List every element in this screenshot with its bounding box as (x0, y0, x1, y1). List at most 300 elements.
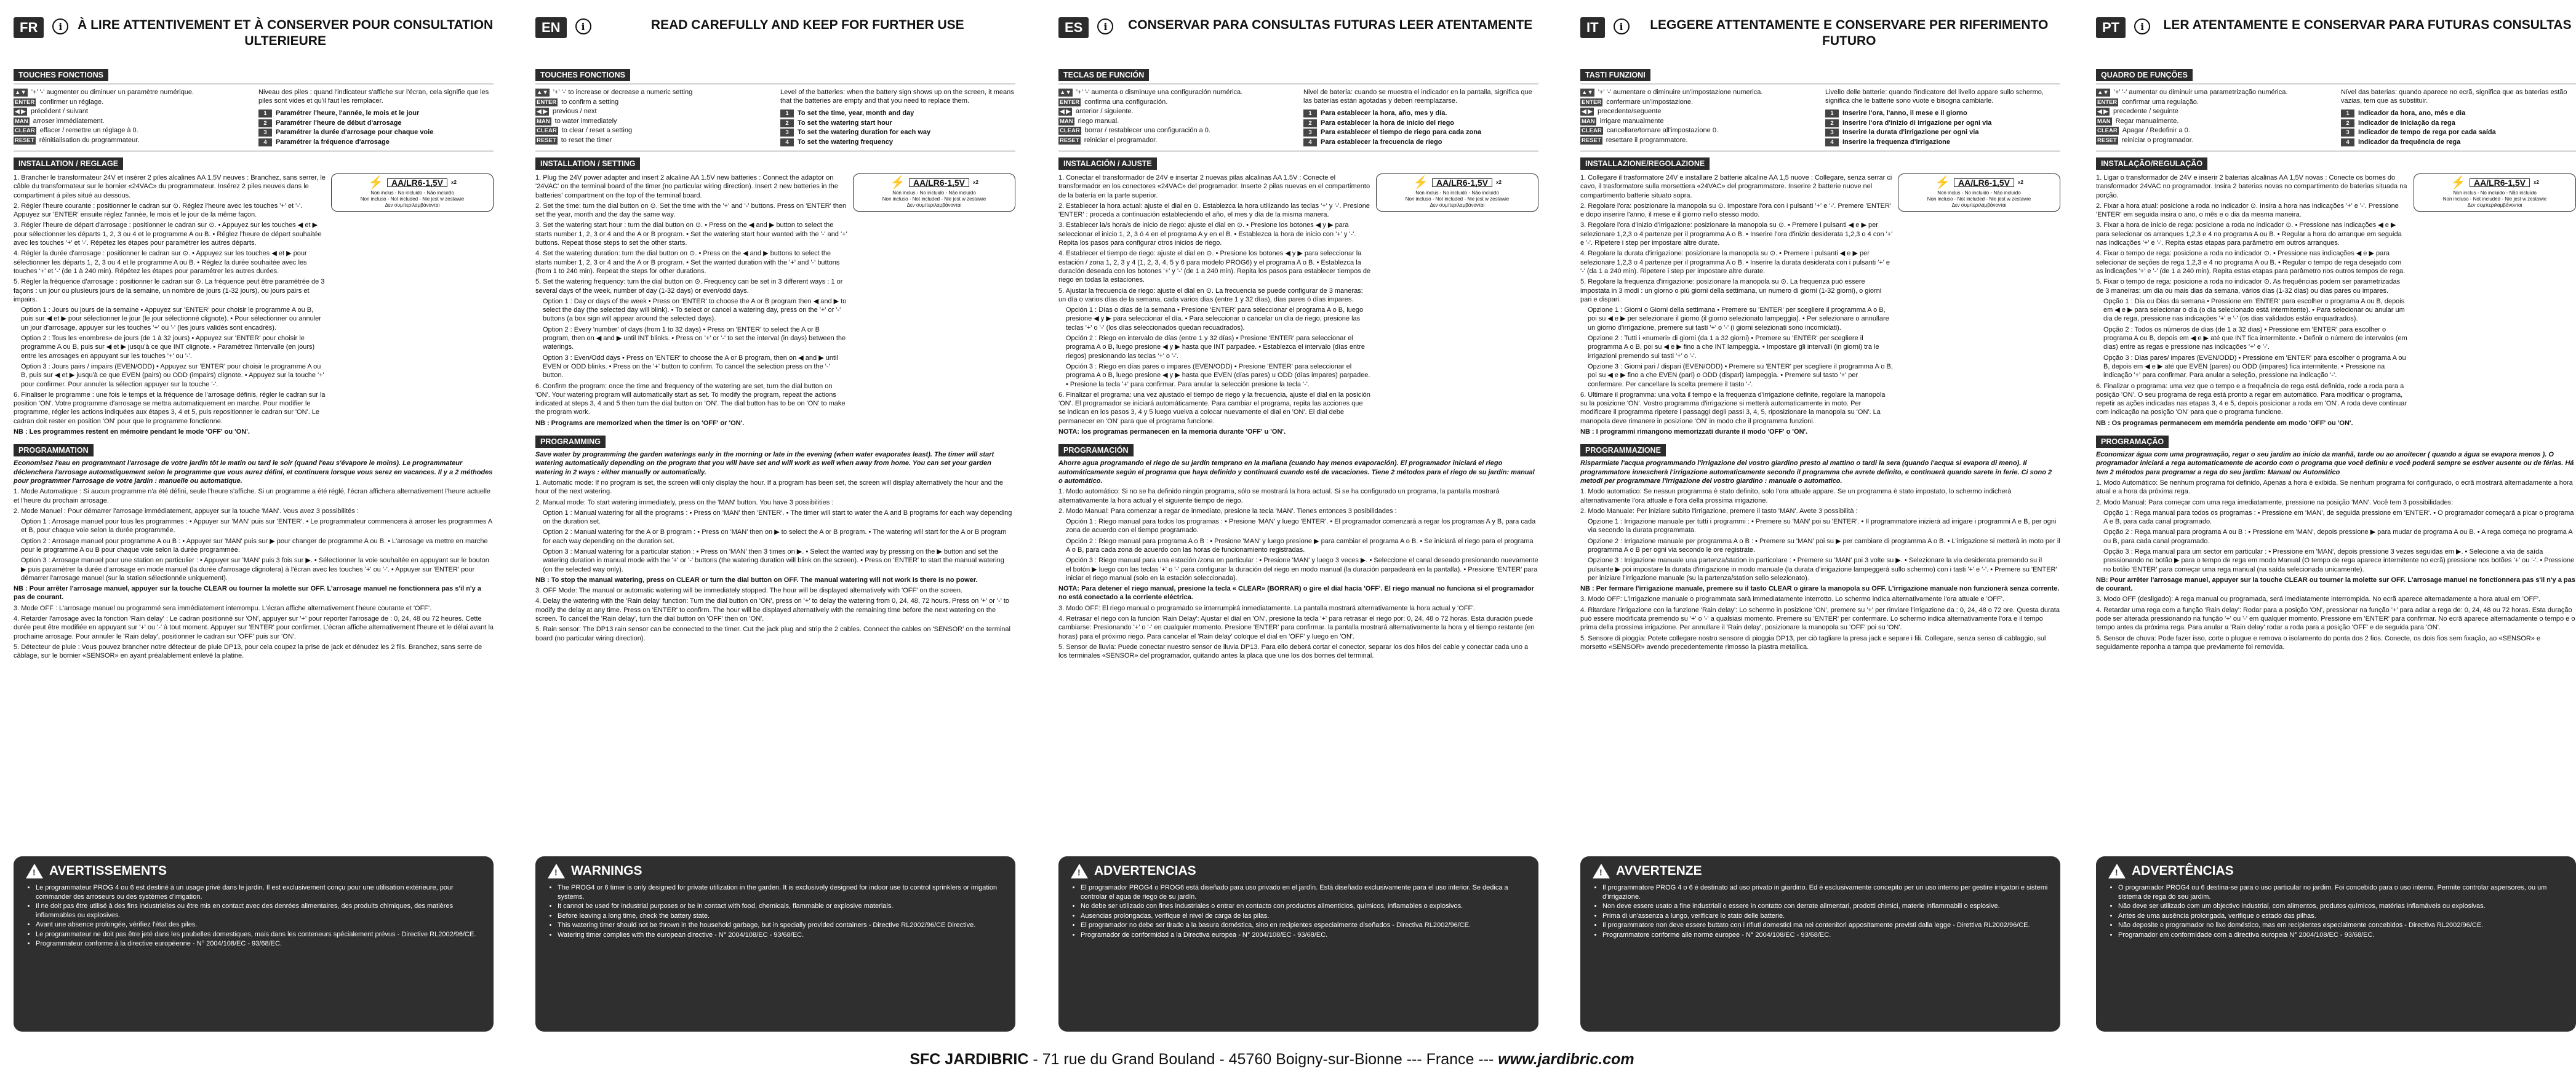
key-item (1058, 107, 1294, 117)
settings-list (780, 88, 1015, 147)
key-item (535, 136, 770, 146)
mode-paragraph: NB : Pour arrêter l'arrosage manuel, appuyer sur la touche CLEAR ou tourner la molette sur OFF. L'arrosage manuel ne fonctionnera pas s'il n'y a pas de courant. (14, 585, 481, 602)
mode-paragraph: Option 2 : Arrosage manuel pour programme A ou B : • Appuyer sur 'MAN' puis sur ▶ pour changer de programme A ou B. • L'arrosage va mettre en marche pour le programme A ou B pour chaque voie selon la durée programmée. (21, 537, 488, 554)
battery-box (1898, 173, 2060, 212)
install-step: Option 3 : Even/Odd days • Press on 'ENTER' to choose the A or B program, then on ◀ and ▶ until EVEN or ODD blinks. • Press on the '+' button to confirm. To cancel the selection press on the '-' button. (543, 354, 838, 380)
mode-paragraph: 4. Ritardare l'irrigazione con la funzione 'Rain delay': Lo schermo in posizione 'ON', premere su '+' per rinviare l'irrigazione da : 0, 24, 48 o 72 ore. Questa durata può essere modificata premendo su '+' o '-' a qualsiasi momento. Premere su 'ENTER' per confermare. Lo schermo indica alternativamente l'ora e il tempo prima della prossima irrigazione. Per annullare il 'Rain delay', posizionare la manopola su 'OFF' poi su 'ON'. (1580, 606, 2060, 632)
dial-number-badge: 4 (2341, 138, 2354, 146)
mode-paragraph: 4. Retrasar el riego con la función 'Rain Delay': Ajustar el dial en 'ON', presione la tecla '+' para retrasar el riego por: 0, 24, 48 o 72 horas. Esta duración puede cambiarse: Presionando '+' o '-' en cualquier momento. Presione 'ENTER' para confirmar. la pantalla mostrará alternativamente la hora y el tiempo restante (en horas) para el próximo riego. Para cancelar el 'Rain delay' coloque el dial en 'OFF' y luego en 'ON'. (1058, 615, 1535, 640)
warning-item: • Non deve essere usato a fine industriali o essere in contatto con derrate alimentari, prodotti chimici, materie infiammabili o esplosive. (1602, 902, 2048, 911)
mode-paragraph: NB : To stop the manual watering, press on CLEAR or turn the dial button on OFF. The manual watering will not work is there is no power. (535, 576, 978, 584)
battery-icon (1432, 178, 1492, 187)
install-step: 6. Confirm the program: once the time and frequency of the watering are set, turn the dial button on 'ON'. Your watering program will automatically start as set. To modify the program, repeat the actions indicated at steps 3, 4 and 5 then turn the dial button on 'ON'. The dial button has to be on 'ON' to make the program work. (535, 382, 846, 416)
install-header: INSTALACIÓN / AJUSTE (1058, 157, 1157, 170)
dial-position-item (1303, 109, 1538, 119)
install-steps (14, 173, 326, 438)
dial-position-label: To set the time, year, month and day (798, 109, 914, 117)
install-step: 1. Ligar o transformador de 24V e inserir 2 baterias alcalinas AA 1,5V novas : Conecte os bornes do transformador 24VAC no programador. Insira 2 baterias novas no compartimento de baterias situada na porção. (2096, 174, 2407, 199)
key-label: ▲▼ (537, 89, 548, 97)
warnings-title: AVERTISSEMENTS (49, 864, 167, 878)
key-description: anterior / siguiente. (1076, 108, 1134, 115)
key-item (2096, 136, 2331, 146)
mode-paragraph: 2. Mode Manuel : Pour démarrer l'arrosage immédiatement, appuyer sur la touche 'MAN'. Vous avez 3 possibilités : (14, 507, 359, 515)
warning-item: • Programmateur conforme à la directive européenne - N° 2004/108/EC - 93/68/EC. (36, 939, 481, 949)
key-description: to reset the timer (561, 136, 612, 144)
mode-paragraph: 2. Modo Manual: Para começar com uma rega imediatamente, pressione na posição 'MAN'. Você tem 3 possibilidades: (2096, 498, 2454, 506)
battery-note-2: Non incluso - Not included - Nie jest w zestawie (1405, 196, 1510, 202)
install-step: Opzione 3 : Giorni pari / dispari (EVEN/ODD) • Premere su 'ENTER' per scegliere il programma A o B, poi su ◀ e ▶ fino a che EVEN (pari) o ODD (dispari) lampeggia. • Premere sul tasto '+' per confermare. Per cancellare la scelta premere il tasto '-'. (1588, 362, 1893, 388)
lightning-icon: ⚡ (1935, 176, 1950, 189)
key-label: RESET (15, 137, 34, 144)
keys-header: TECLAS DE FUNCIÓN (1058, 69, 1149, 81)
key-label: ENTER (537, 98, 557, 106)
key-item (1058, 136, 1294, 146)
dial-positions (1825, 109, 2060, 147)
warnings-title: ADVERTÊNCIAS (2132, 864, 2234, 878)
key-label: MAN (537, 117, 550, 125)
dial-number-badge: 3 (1825, 129, 1839, 137)
mode-paragraph: 3. OFF Mode: The manual or automatic watering will be immediately stopped. The hour will be displayed alternatively with 'OFF' on the screen. (535, 587, 963, 595)
lightning-icon: ⚡ (2450, 176, 2466, 189)
key-description: '+' '-' to increase or decrease a numeric setting (553, 89, 693, 96)
warning-item: • Watering timer complies with the european directive - N° 2004/108/EC - 93/68/EC. (558, 931, 1003, 940)
column-header (1058, 17, 1538, 65)
function-keys (535, 84, 1015, 151)
key-item (2096, 98, 2331, 108)
battery-level-note: Nível das baterias: quando aparece no ecrã, significa que as baterias estão vazias, tem que as substituir. (2341, 89, 2567, 105)
install-step: Option 1 : Day or days of the week • Press on 'ENTER' to choose the A or B program then ◀ and ▶ to select the day (the selected day will blink). • To select or cancel a watering day, press on the '+' or '-' buttons (a box sign will appear around the selected days). (543, 297, 847, 323)
warnings-title: WARNINGS (571, 864, 642, 878)
dial-number-badge: 4 (780, 138, 794, 146)
dial-position-item (258, 109, 494, 119)
battery-note-3: Δεν συμπεριλαμβάνονται (2467, 202, 2522, 208)
warning-item: • It cannot be used for industrial purposes or be in contact with food, chemicals, flammable or explosive materials. (558, 902, 1003, 911)
key-item (1580, 98, 1815, 108)
dial-position-label: Indicador da frequência de rega (2358, 138, 2461, 146)
dial-position-label: Paramétrer l'heure, l'année, le mois et le jour (276, 109, 420, 117)
dial-position-item (1825, 138, 2060, 148)
settings-list (2341, 88, 2576, 147)
prog-intro: Ahorre agua programando el riego de su jardín temprano en la mañana (cuando hay menos evaporación). El programador iniciará el riego automáticamente según el programa que haya definido y continuará cuando esté de vacaciones. Tiene 2 métodos para el riego de su jardín: manual o automático. (1058, 460, 1535, 485)
dial-number-badge: 2 (1825, 119, 1839, 127)
install-step: 4. Establecer el tiempo de riego: ajuste el dial en ⊙. • Presione los botones ◀ y ▶ para seleccionar la estación / zona 1, 2, 3 y 4 (1, 2, 3, 4, 5 y 6 para modelo PROG6) y el programa A o B. • Establezca la duración deseada con los botones '+' y '-' (de 1 a 240 min). Repita los pasos para establecer tiempos de riego en todas la estaciones. (1058, 250, 1371, 284)
battery-level-note: Livello delle batterie: quando l'indicatore del livello appare sullo schermo, significa che le batterie sono vuote e bisogna cambiarle. (1825, 89, 2044, 105)
prog-intro: Save water by programming the garden waterings early in the morning or late in the evening (when water evaporates least). The timer will start watering automatically depending on the program that you will have set and will work as well when away from home. You can set your garden watering in 2 ways : either manually or automatically. (535, 451, 994, 476)
dial-number-badge: 2 (2341, 119, 2354, 127)
dial-position-label: To set the watering duration for each way (798, 129, 931, 136)
battery-box (2414, 173, 2576, 212)
key-label: ENTER (2097, 98, 2118, 106)
mode-paragraph: Opção 2 : Rega manual para programa A ou B : • Pressione em 'MAN', depois pressione ▶ para mudar de programa A ou B. • A rega começa no programa A ou B, para cada canal programado. (2103, 528, 2573, 545)
install-step: Option 3 : Jours pairs / impairs (EVEN/ODD) • Appuyez sur 'ENTER' pour choisir le programme A ou B, puis sur ◀ et ▶ jusqu'à ce que EVEN (pairs) ou ODD (impairs) clignote. • Appuyez sur la touche '+' pour confirmer. Pour annuler la sélection appuyer sur la touche '-'. (21, 362, 324, 388)
dial-position-item (2341, 128, 2576, 138)
column-title: LER ATENTAMENTE E CONSERVAR PARA FUTURAS CONSULTAS (2163, 18, 2572, 32)
battery-multiplier: x2 (2018, 180, 2023, 185)
dial-positions (780, 109, 1015, 147)
function-keys (2096, 84, 2576, 151)
warning-item: • Antes de uma ausência prolongada, verifique o estado das pilhas. (2118, 912, 2564, 921)
key-item (1058, 98, 1294, 108)
warning-icon: ! (2108, 864, 2126, 878)
dial-position-label: Inserire la frequenza d'irrigazione (1842, 138, 1951, 146)
dial-number-badge: 3 (258, 129, 272, 137)
dial-position-label: Inserire la durata d'irrigazione per ogni via (1842, 129, 1979, 136)
install-step: NB : Les programmes restent en mémoire pendant le mode 'OFF' ou 'ON'. (14, 428, 250, 436)
footer-url: www.jardibric.com (1498, 1051, 1634, 1068)
info-icon: i (52, 18, 68, 34)
dial-position-item (1303, 119, 1538, 129)
install-step: Option 1 : Jours ou jours de la semaine • Appuyez sur 'ENTER' pour choisir le programme A ou B, puis sur ◀ et ▶ pour sélectionner le jour (le jour sélectionné clignote). • Pour sélectionner ou annuler un jour d'arrosage, appuyer sur les touches '+' ou '-' (les jours validés sont encadrés). (21, 306, 321, 332)
key-label: ◀ ▶ (1580, 108, 1594, 116)
install-step: Opção 2 : Todos os números de dias (de 1 a 32 dias) • Pressione em 'ENTER' para escolher o programa A ou B, depois em ◀ e ▶ até que INT fica intermitente. • Definir o número de intervalos (em dias) entre as regas e pressione nas indicações '+' e '-'. (2103, 325, 2407, 351)
battery-multiplier: x2 (2534, 180, 2539, 185)
key-description: previous / next (553, 108, 597, 115)
install-section (14, 173, 494, 438)
mode-paragraph: 1. Automatic mode: If no program is set, the screen will only display the hour. If a program has been set, the screen will display alternatively the hour and the hour of the next watering. (535, 479, 1004, 496)
battery-note-2: Non incluso - Not included - Nie jest w zestawie (1927, 196, 2031, 202)
battery-note-3: Δεν συμπεριλαμβάνονται (1951, 202, 2007, 208)
key-item (535, 88, 770, 98)
install-step: 5. Fixar o tempo de rega: posicione a roda no indicador ⊙. As frequências podem ser parametrizadas de 3 maneiras: um dia ou mais dias da semana, vários dias (1-32 dias) ou dias pares ou impares. (2096, 278, 2401, 295)
prog-intro: Economizar água com uma programação, regar o seu jardim ao início da manhã, tarde ou ao anoitecer ( quando a água se evapora menos ). O programador iniciará a rega automaticamente de acordo com o programa que você definiu e você poderá sempre se estiver ausente ou de férias. Há tem 2 métodos para programar a rega do seu jardim: Manual ou Automático (2096, 451, 2574, 476)
install-step: NOTA: los programas permanecen en la memoria durante 'OFF' u 'ON'. (1058, 428, 1286, 436)
warning-item: • Before leaving a long time, check the battery state. (558, 912, 1003, 921)
battery-note-3: Δεν συμπεριλαμβάνονται (385, 202, 440, 208)
warnings-list (26, 883, 481, 949)
key-label: CLEAR (15, 127, 35, 135)
warning-item: • This watering timer should not be thrown in the household garbage, but in specially provided containers - Directive RL2002/96/CE Directive. (558, 921, 1003, 930)
battery-note-1: Non inclus - No incluido - Não incluído (1937, 190, 2021, 196)
key-item (14, 117, 249, 127)
language-badge: FR (14, 17, 44, 38)
install-section (535, 173, 1015, 429)
dial-position-item (1825, 128, 2060, 138)
dial-number-badge: 1 (258, 109, 272, 117)
key-label: ▲▼ (15, 89, 26, 97)
warnings-list (1071, 883, 1526, 939)
dial-positions (1303, 109, 1538, 147)
battery-cell-label: AA/LR6-1,5V (1958, 178, 2010, 188)
warnings-box (14, 856, 494, 1032)
warnings-list (2108, 883, 2564, 939)
dial-position-label: Indicador de tempo de rega por cada saída (2358, 129, 2496, 136)
dial-number-badge: 1 (1303, 109, 1317, 117)
install-step: 3. Régler l'heure de départ d'arrosage : positionner le cadran sur ⊙. • Appuyez sur les touches ◀ et ▶ pour sélectionner les départs 1, 2, 3 ou 4 et le programme A ou B. • Réglez l'heure de départ souhaitée avec les touches '+' et '-'. Répétez les étapes pour paramétrer les autres départs. (14, 221, 322, 247)
mode-paragraph: 2. Modo Manual: Para comenzar a regar de inmediato, presione la tecla 'MAN'. Tienes entonces 3 posibilidades : (1058, 507, 1397, 515)
key-label: ENTER (1060, 98, 1080, 106)
key-label: ENTER (15, 98, 35, 106)
dial-positions (2341, 109, 2576, 147)
battery-note-2: Non incluso - Not included - Nie jest w zestawie (2442, 196, 2547, 202)
install-step: 3. Establecer la/s hora/s de inicio de riego: ajuste el dial en ⊙. • Presione los botones ◀ y ▶ para seleccionar el inicio 1, 2, 3 ó 4 en el programa A y en el B. • Establezca la hora de inicio con '+' y '-'. Repita los pasos para configurar otros inicios de riego. (1058, 221, 1356, 247)
mode-paragraph: 3. Modo OFF: L'irrigazione manuale o programmata sarà immediatamente interrotto. Lo schermo indica alternativamente l'ora attuale e 'OFF'. (1580, 595, 2004, 603)
install-step: Opción 3 : Riego en días pares o impares (EVEN/ODD) • Presione 'ENTER' para seleccionar el programa A o B, luego presione ◀ y ▶ hasta que EVEN (días pares) u ODD (días impares) parpadee. • Presione la tecla '+' para confirmar. Para anular la selección presione la tecla '-'. (1066, 362, 1370, 388)
key-item (14, 107, 249, 117)
settings-list (258, 88, 494, 147)
language-badge: ES (1058, 17, 1089, 38)
install-section (2096, 173, 2576, 429)
mode-paragraph: Option 1 : Arrosage manuel pour tous les programmes : • Appuyer sur 'MAN' puis sur 'ENTER'. • Le programmateur commencera à arroser les programmes A et B, pour chaque voie selon la durée programmée. (21, 518, 492, 535)
install-step: 2. Fixar a hora atual: posicione a roda no indicador ⊙. Insira a hora nas indicações '+' e '-'. Pressione 'ENTER' em seguida insira o ano, o mês e o dia da mesma maneira. (2096, 202, 2399, 219)
key-label: RESET (537, 137, 556, 144)
mode-paragraph: 5. Rain sensor: The DP13 rain sensor can be connected to the timer. Cut the jack plug and strip the 2 cables. Connect the cables on 'SENSOR' on the terminal board (no particular wiring direction). (535, 626, 1010, 642)
warning-item: • Não deve ser utilizado com um objectivo industrial, com alimentos, produtos químicos, matérias inflamáveis ou explosivas. (2118, 902, 2564, 911)
column-title: LEGGERE ATTENTAMENTE E CONSERVARE PER RIFERIMENTO FUTURO (1650, 18, 2049, 48)
modes-list (1058, 487, 1538, 660)
mode-paragraph: 1. Mode Automatique : Si aucun programme n'a été défini, seule l'heure s'affiche. Si un programme a été réglé, l'écran affichera alternativement l'heure actuelle et l'heure du prochain arrosage. (14, 488, 491, 504)
key-description: effacer / remettre un réglage à 0. (39, 127, 138, 134)
key-label: MAN (2097, 117, 2111, 125)
modes-list (1580, 487, 2060, 651)
lightning-icon: ⚡ (1413, 176, 1428, 189)
key-label: CLEAR (2097, 127, 2118, 135)
warning-item: • Il programmatore non deve essere buttato con i rifiuti domestici ma nei contenitori appositamente previsti dalla legge - Direttiva RL2002/96/CE. (1602, 921, 2048, 930)
warning-item: • Não deposite o programador no lixo doméstico, mas em recipientes especialmente concebidos - Directiva RL2002/96/CE. (2118, 921, 2564, 930)
footer-address: - 71 rue du Grand Bouland - 45760 Boigny-sur-Bionne --- France --- (1028, 1051, 1498, 1068)
battery-note-3: Δεν συμπεριλαμβάνονται (906, 202, 962, 208)
mode-paragraph: 4. Retarder l'arrosage avec la fonction 'Rain delay' : Le cadran positionné sur 'ON', appuyer sur '+' pour reporter l'arrosage de : 0, 24, 48 ou 72 heures. Cette durée peut être modifiée en appuyant sur '+' ou '-' à tout moment. Appuyer sur 'ENTER' pour confirmer. L'écran affiche alternativement l'heure et le délai avant la prochaine arrosage. Pour annuler le 'Rain delay', positionner le cadran sur 'OFF' puis sur 'ON'. (14, 615, 494, 640)
mode-paragraph: 5. Détecteur de pluie : Vous pouvez brancher notre détecteur de pluie DP13, pour cela coupez la prise de jack et dénudez les 2 fils. Branchez, sans serre de câblage, sur le bornier «SENSOR» en ayant préalablement enlevé la platine. (14, 643, 482, 660)
key-list (2096, 88, 2331, 147)
mode-paragraph: 5. Sensor de lluvia: Puede conectar nuestro sensor de lluvia DP13. Para ello deberá cortar el conector, separar los dos hilos del cable y conectar cada uno a los terminales «SENSOR» del programador, quitando antes la placa que une los dos bornes del terminal. (1058, 643, 1529, 660)
dial-number-badge: 4 (1825, 138, 1839, 146)
key-item (2096, 88, 2331, 98)
dial-number-badge: 1 (1825, 109, 1839, 117)
install-step: 1. Plug the 24V power adapter and insert 2 alcaline AA 1.5V new batteries : Connect the adaptor on '24VAC' on the terminal board of the timer (no particular wiring direction). Insert 2 new batteries in the batteries' compartment on the top of the terminal board. (535, 174, 838, 199)
install-steps (1058, 173, 1371, 438)
column-header (2096, 17, 2576, 65)
warning-icon: ! (1593, 864, 1610, 878)
language-badge: EN (535, 17, 567, 38)
warnings-title: ADVERTENCIAS (1094, 864, 1196, 878)
key-description: precedente/seguente (1598, 108, 1662, 115)
mode-paragraph: Opzione 3 : Irrigazione manuale una partenza/station in particolare : • Premere su 'MAN' poi 3 volte su ▶. • Selezionare la via desiderata premendo su il pulsante ▶ poi impostare la durata d'irrigazione in modo manuale (la durata d'irrigazione lampeggerà sullo schermo) con i tasti '+' e '-'. • Premere su 'ENTER' per iniziare l'irrigazione manuale (su la partenza/station sello selezionato). (1588, 557, 2057, 582)
keys-header: TOUCHES FONCTIONS (535, 69, 630, 81)
column-header (535, 17, 1015, 65)
mode-paragraph: Opción 2 : Riego manual para programa A o B : • Presione 'MAN' y luego presione ▶ para cambiar el programa A o B. • Se iniciará el riego para el programa A o B, para cada zona de acuerdo con las horas de funcionamiento registradas. (1066, 537, 1534, 554)
battery-level-note: Nivel de batería: cuando se muestra el indicador en la pantalla, significa que las baterías están agotadas y deben reemplazarse. (1303, 89, 1532, 105)
lightning-icon: ⚡ (890, 176, 905, 189)
install-step: Option 2 : Every 'number' of days (from 1 to 32 days) • Press on 'ENTER' to select the A or B program, then on ◀ and ▶ until INT blinks. • Press on '+' or '-' to set the interval (in days) between the waterings. (543, 325, 846, 351)
dial-positions (258, 109, 494, 147)
warning-item: • Avant une absence prolongée, vérifiez l'état des piles. (36, 920, 481, 930)
info-icon: i (1614, 18, 1630, 34)
key-label: ▲▼ (2097, 89, 2109, 97)
battery-box (853, 173, 1015, 212)
dial-number-badge: 3 (1303, 129, 1317, 137)
dial-number-badge: 2 (258, 119, 272, 127)
install-step: Opção 3 : Dias pares/ impares (EVEN/ODD) • Pressione em 'ENTER' para escolher o programa A ou B, depois em ◀ e ▶ até que EVEN (pares) ou ODD (impares) fica intermitente. • Pressione na indicação '+' para confirmar. Para anular a seleção, pressione na indicação '-'. (2103, 354, 2406, 380)
key-description: reiniciar o programador. (2121, 136, 2193, 144)
modes-list (2096, 479, 2576, 651)
install-step: 2. Regolare l'ora: posizionare la manopola su ⊙. Impostare l'ora con i pulsanti '+' e '-'. Premere 'ENTER' e dopo inserire l'anno, il mese e il giorno nello stesso modo. (1580, 202, 1892, 219)
battery-box (331, 173, 494, 212)
dial-position-label: To set the watering start hour (798, 119, 892, 127)
dial-position-label: Indicador de iniciação da rega (2358, 119, 2455, 127)
keys-header: TASTI FUNZIONI (1580, 69, 1650, 81)
key-item (535, 117, 770, 127)
key-description: confirmer un réglage. (39, 98, 104, 106)
install-step: 4. Fixar o tempo de rega: posicione a roda no indicador ⊙. • Pressione nas indicações ◀ e ▶ para selecionar de seções de rega 1,2,3 e 4 no programa A ou B. • Regular o tempo de rega desejado com as indicações '+' e '-' (de 1 a 240 min). Repita estas etapas para parâmetro nos outros tempos de rega. (2096, 250, 2406, 275)
mode-paragraph: 1. Modo automático: Si no se ha definido ningún programa, sólo se mostrará la hora actual. Si se ha configurado un programa, la pantalla mostrará alternativamente la hora actual y el siguiente tiempo de riego. (1058, 488, 1500, 504)
prog-header: PROGRAMMATION (14, 444, 94, 456)
install-step: 4. Set the watering duration: turn the dial button on ⊙. • Press on the ◀ and ▶ buttons to select the starts number 1, 2, 3 or 4 and the A or B program. • Set the wanted duration with the '+' and '-' buttons (from 1 to 240 min). Repeat the steps for other durations. (535, 250, 840, 275)
key-description: arroser immédiatement. (33, 117, 105, 125)
install-steps (2096, 173, 2409, 429)
dial-position-item (258, 119, 494, 129)
language-column-pt (2096, 0, 2576, 1040)
dial-position-label: Para establecer la hora de inicio del riego (1321, 119, 1455, 127)
key-description: réinitialisation du programmateur. (39, 136, 140, 144)
key-description: '+' '-' aumentare o diminuire un'impostazione numerica. (1598, 89, 1763, 96)
key-label: RESET (1060, 137, 1079, 144)
key-label: CLEAR (1060, 127, 1080, 135)
mode-paragraph: Opzione 1 : Irrigazione manuale per tutti i programmi : • Premere su 'MAN' poi su 'ENTER'. • Il programmatore inizierà ad irrigare i programmi A e B, per ogni via secondo la durata programmata. (1588, 518, 2057, 535)
install-step: 5. Régler la fréquence d'arrosage : positionner le cadran sur ⊙. La fréquence peut être paramétrée de 3 façons : un jour ou plusieurs jours de la semaine, un nombre de jours (1-32 jours), ou jours pairs et impairs. (14, 278, 325, 303)
dial-position-label: Paramétrer la fréquence d'arrosage (276, 138, 390, 146)
battery-note-2: Non incluso - Not included - Nie jest w zestawie (360, 196, 465, 202)
battery-icon (387, 178, 447, 187)
key-item (535, 107, 770, 117)
dial-position-label: Para establecer la frecuencia de riego (1321, 138, 1442, 146)
key-label: MAN (1582, 117, 1595, 125)
mode-paragraph: 3. Modo OFF (desligado): A rega manual ou programada, será imediatamente interrompida. No ecrã aparece alternadamente a hora atual em 'OFF'. (2096, 595, 2541, 603)
warnings-box (1580, 856, 2060, 1032)
footer-brand: SFC JARDIBRIC (910, 1051, 1029, 1068)
key-description: confirmar uma regulação. (2122, 98, 2199, 106)
warnings-list (1593, 883, 2048, 939)
battery-icon (1954, 178, 2014, 187)
key-item (1580, 126, 1815, 136)
dial-number-badge: 2 (1303, 119, 1317, 127)
warnings-list (548, 883, 1003, 939)
install-step: 3. Regolare l'ora d'inizio d'irrigazione: posizionare la manopola su ⊙. • Premere i pulsanti ◀ e ▶ per selezionare 1,2,3 o 4 partenze per il programma A o B. • Inserire l'ora d'inizio desiderata 1,2,3 o 4 con '+' e '-'. Ripetere i step per impostare altre durate. (1580, 221, 1893, 247)
key-description: confermare un'impostazione. (1606, 98, 1694, 106)
warning-item: • El programador PROG4 o PROG6 está diseñado para uso privado en el jardín. Está diseñado exclusivamente para el uso interior. Se dedica a controlar el agua de riego de su jardín. (1081, 883, 1526, 901)
key-label: ENTER (1582, 98, 1602, 106)
mode-paragraph: Opção 1 : Rega manual para todos os programas : • Pressione em 'MAN', de seguida pressione em 'ENTER'. • O programador começará a picar o programa A e B, para cada canal programado. (2103, 509, 2574, 526)
install-step: 2. Régler l'heure courante : positionner le cadran sur ⊙. Réglez l'heure avec les touches '+' et '-'. Appuyez sur 'ENTER' ensuite réglez l'année, le mois et le jour de la même façon. (14, 202, 303, 219)
key-item (1580, 88, 1815, 98)
install-header: INSTALLATION / SETTING (535, 157, 640, 170)
language-badge: IT (1580, 17, 1605, 38)
warning-item: • Il ne doit pas être utilisé à des fins industrielles ou être mis en contact avec des denrées alimentaires, des produits chimiques, des matières inflammables ou explosives. (36, 902, 481, 920)
key-item (1058, 117, 1294, 127)
install-header: INSTALAÇÃO/REGULAÇÃO (2096, 157, 2207, 170)
battery-cell-label: AA/LR6-1,5V (2473, 178, 2526, 188)
key-item (2096, 107, 2331, 117)
mode-paragraph: 3. Modo OFF: El riego manual o programado se interrumpirá inmediatamente. La pantalla mostrará alternativamente la hora actual y 'OFF'. (1058, 604, 1476, 612)
footer (0, 1051, 2544, 1069)
dial-number-badge: 2 (780, 119, 794, 127)
key-description: borrar / restablecer una configuración a 0. (1084, 127, 1210, 134)
key-description: Apagar / Redefinir a 0. (2122, 127, 2190, 134)
function-keys (1580, 84, 2060, 151)
prog-header: PROGRAMACIÓN (1058, 444, 1134, 456)
install-header: INSTALLAZIONE/REGOLAZIONE (1580, 157, 1710, 170)
prog-intro: Economisez l'eau en programmant l'arrosage de votre jardin tôt le matin ou tard le soir (quand l'eau s'évapore le moins). Le programmateur déclenchera l'arrosage automatiquement selon le programme que vous aurez défini, et continuera lorsque vous serez en vacances. Il y a 2 méthodes pour programmer l'arrosage de votre jardin : manuelle ou automatique. (14, 460, 493, 485)
install-step: 5. Set the watering frequency: turn the dial button on ⊙. Frequency can be set in 3 different ways : 1 or several days of the week, number of day (1-32 days) or even/odd days. (535, 278, 843, 295)
key-label: ◀ ▶ (1058, 108, 1072, 116)
install-step: NB : Programs are memorized when the timer is on 'OFF' or 'ON'. (535, 419, 745, 427)
dial-position-label: To set the watering frequency (798, 138, 894, 146)
install-step: 6. Finalizar el programa: una vez ajustado el tiempo de riego y la frecuencia, ajuste el dial en la posición 'ON'. El programador se iniciará automáticamente. Para cambiar el programa, repita las acciones que se indican en los pasos 3, 4 y 5 luego vuelva a colocar nuevamente el dial en 'ON'. El dial debe permanecer en 'ON' para que el programa funcione. (1058, 391, 1370, 425)
install-step: Opción 2 : Riego en intervalo de días (entre 1 y 32 días) • Presione 'ENTER' para seleccionar el programa A o B, luego presione ◀ y ▶ hasta que INT parpadee. • Establezca el intervalo (días entre riegos) presionando las teclas '+' o '-'. (1066, 335, 1365, 360)
mode-paragraph: 5. Sensore di pioggia: Potete collegare nostro sensore di pioggia DP13, per ciò tagliare la presa jack e separe i fili. Collegare, senza senso di cablaggio, sul morsetto «SENSOR» avendo precedentemente rimosso la piastra metallica. (1580, 634, 2046, 651)
battery-icon (909, 178, 969, 187)
key-description: '+' '-' aumenta o disminuye una configuración numérica. (1076, 89, 1243, 96)
key-item (14, 98, 249, 108)
settings-list (1825, 88, 2060, 147)
warning-icon: ! (26, 864, 43, 878)
dial-position-label: Para establecer el tiempo de riego para cada zona (1321, 129, 1482, 136)
mode-paragraph: 3. Mode OFF : L'arrosage manuel ou programmé sera immédiatement interrompu. L'écran affiche alternativement l'heure courante et 'OFF'. (14, 604, 432, 612)
mode-paragraph: Opción 3 : Riego manual para una estación /zona en particular : • Presione 'MAN' y luego 3 veces ▶. • Seleccione el canal deseado presionando nuevamente el botón ▶ luego con las teclas '+' o '-' para configurar la duración del riego en modo manual (la duración parpadeará en la pantalla). • Presione 'ENTER' para iniciar el riego manual (solo en la estación seleccionada). (1066, 557, 1538, 582)
key-label: MAN (15, 117, 28, 125)
key-label: ◀ ▶ (14, 108, 27, 116)
key-description: précédent / suivant (31, 108, 88, 115)
dial-number-badge: 1 (780, 109, 794, 117)
warning-item: • Le programmateur ne doit pas être jeté dans les poubelles domestiques, mais dans les conteneurs spécialement prévus - Directive RL2002/96/CE. (36, 930, 481, 939)
install-step: 6. Finaliser le programme : une fois le temps et la fréquence de l'arrosage définis, régler le cadran sur la position 'ON'. Votre programme d'arrosage se mettra automatiquement en marche. Pour modifier le programme, régler les actions indiquées aux étapes 3, 4 et 5, puis repositionner le cadran sur 'ON'. Le cadran doit rester en position 'ON' pour que le programme fonctionne. (14, 391, 326, 425)
column-header (14, 17, 494, 65)
dial-position-item (780, 109, 1015, 119)
prog-intro: Risparmiate l'acqua programmando l'irrigazione del vostro giardino presto al mattino o tardi la sera (quando l'acqua si evapora di meno). Il programmatore innescherà l'irrigazione automaticamente secondo il programma che avrete definito, e continuerà quando sarete in ferie. Ci sono 2 metodi per programmare l'irrigazione del vostro giardino : manuale o automatico. (1580, 460, 2052, 485)
key-label: RESET (1582, 137, 1601, 144)
key-description: cancellare/tornare all'impostazione 0. (1606, 127, 1718, 134)
mode-paragraph: 4. Delay the watering with the 'Rain delay' function: Turn the dial button on 'ON', press on '+' to delay the watering from 0, 24, 48, 72 hours. Press on '+' or '-' to modify the delay at any time. Press on 'ENTER' to confirm. The hour will be displayed alternatively with the remaining time before the next watering on the screen. To cancel the 'Rain delay', turn the dial button on 'OFF' then on 'ON'. (535, 597, 1010, 623)
install-section (1580, 173, 2060, 438)
key-item (1580, 117, 1815, 127)
key-item (535, 126, 770, 136)
install-step: 2. Establecer la hora actual: ajuste el dial en ⊙. Establezca la hora utilizando las teclas '+' y '-'. Presione 'ENTER' : proceda a continuación estableciendo el año, el mes y día de la misma manera. (1058, 202, 1370, 219)
dial-position-label: Indicador da hora, ano, mês e dia (2358, 109, 2466, 117)
warning-item: • Programador em conformidade com a directiva europeia N° 2004/108/EC - 93/68/EC. (2118, 931, 2564, 940)
install-header: INSTALLATION / REGLAGE (14, 157, 123, 170)
mode-paragraph: 1. Modo Automático: Se nenhum programa foi definido, Apenas a hora é exibida. Se nenhum programa foi configurado, o ecrã mostrará alternadamente a hora atual e a hora da próxima rega. (2096, 479, 2573, 496)
dial-position-item (2341, 109, 2576, 119)
install-step: Option 2 : Tous les «nombres» de jours (de 1 à 32 jours) • Appuyez sur 'ENTER' pour choisir le programme A ou B, puis sur ◀ et ▶ jusqu'à ce que INT clignote. • Paramétrez l'intervalle (en jours) entre les arrosages en appuyant sur les touches '+' ou '-'. (21, 335, 315, 360)
warning-item: • Le programmateur PROG 4 ou 6 est destiné à un usage privé dans le jardin. Il est exclusivement conçu pour une utilisation extérieure, pour commander des arroseurs ou des systèmes d'irrigation. (36, 883, 481, 901)
battery-icon (2470, 178, 2530, 187)
key-item (1058, 88, 1294, 98)
battery-note-1: Non inclus - No incluido - Não incluído (1415, 190, 1499, 196)
key-description: precedente / seguinte (2113, 108, 2178, 115)
key-item (1580, 107, 1815, 117)
mode-paragraph: 5. Sensor de chuva: Pode fazer isso, corte o plugue e remova o isolamento do ponta dos 2 fios. Conecte, os dois fios sem fixação, ao «SENSOR» e seguidamente reponha a tampa que previamente foi removida. (2096, 634, 2541, 651)
dial-number-badge: 3 (2341, 129, 2354, 137)
key-description: to confirm a setting (561, 98, 619, 106)
key-list (535, 88, 770, 147)
key-description: riego manual. (1078, 117, 1119, 125)
key-label: ▲▼ (1060, 89, 1071, 97)
key-item (14, 136, 249, 146)
dial-position-label: Paramétrer la durée d'arrosage pour chaque voie (276, 129, 434, 136)
key-description: resettare il programmatore. (1606, 136, 1688, 144)
prog-header: PROGRAMMING (535, 436, 606, 448)
key-label: MAN (1060, 117, 1073, 125)
mode-paragraph: Opción 1 : Riego manual para todos los programas : • Presione 'MAN' y luego 'ENTER'. • El programador comenzará a regar los programas A y B, para cada zona de acuerdo con el tiempo programado. (1066, 518, 1536, 535)
install-section (1058, 173, 1538, 438)
lightning-icon: ⚡ (368, 176, 383, 189)
language-column-fr (14, 0, 494, 1040)
dial-position-item (780, 128, 1015, 138)
battery-level-note: Level of the batteries: when the battery sign shows up on the screen, it means that the batteries are empty and that you need to replace them. (780, 89, 1014, 105)
battery-note-1: Non inclus - No incluido - Não incluído (892, 190, 976, 196)
battery-multiplier: x2 (1496, 180, 1502, 185)
mode-paragraph: NB: Pour arrêter l'arrosage manuel, appuyer sur la touche CLEAR ou tourner la molette sur OFF. L'arrosage manuel ne fonctionnera pas s'il n'y a pas de courant. (2096, 576, 2575, 593)
column-title: CONSERVAR PARA CONSULTAS FUTURAS LEER ATENTAMENTE (1128, 18, 1533, 32)
